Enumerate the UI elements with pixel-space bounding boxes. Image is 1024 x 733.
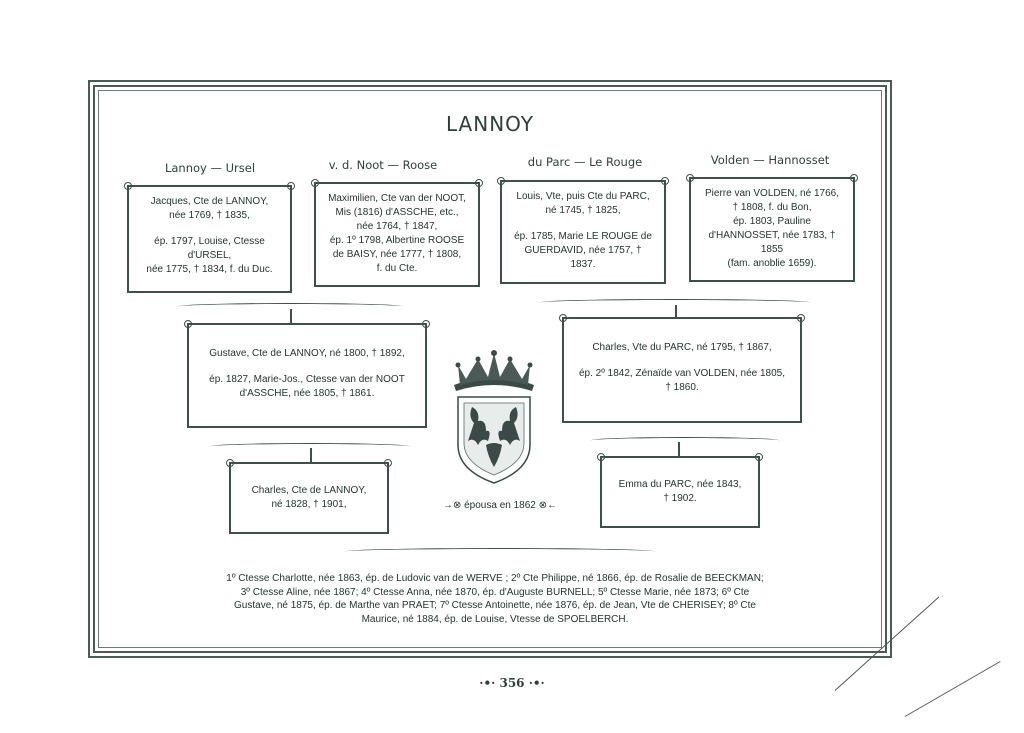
parents-lannoy-noot xyxy=(187,323,427,428)
grandparents-line: d'HANNOSSET, née 1783, † 1855 xyxy=(708,230,836,255)
grandparents-line: GUERDAVID, née 1757, † 1837. xyxy=(524,245,642,270)
husband-line: Charles, Cte de LANNOY, xyxy=(251,485,367,496)
coat-of-arms xyxy=(444,345,544,485)
grandparents-line: de BAISY, née 1777, † 1808, xyxy=(332,249,462,260)
grandparents-spacer xyxy=(512,218,654,230)
grandparents-line: (fam. anoblie 1659). xyxy=(727,258,817,269)
ornament-icon: ·•· xyxy=(479,676,500,690)
grandparents-lannoy-ursel xyxy=(127,185,292,293)
grandparents-line: ép. 1785, Marie LE ROUGE de xyxy=(514,231,652,242)
parents-spacer xyxy=(574,355,790,367)
husband-line: né 1828, † 1901, xyxy=(271,499,347,510)
wife-line: Emma du PARC, née 1843, xyxy=(618,479,742,490)
connector-line xyxy=(675,305,677,317)
column-heading-volden-hannosset: Volden — Hannosset xyxy=(710,153,830,167)
husband-box xyxy=(229,462,389,534)
grandparents-line: née 1775, † 1834, f. du Duc. xyxy=(146,264,273,275)
grandparents-line: Louis, Vte, puis Cte du PARC, xyxy=(516,191,650,202)
parents-parc-volden xyxy=(562,317,802,423)
wife-line: † 1902. xyxy=(663,493,697,504)
grandparents-line: Pierre van VOLDEN, né 1766, xyxy=(705,188,839,199)
connector-line xyxy=(678,442,680,456)
married-text: épousa en 1862 xyxy=(464,500,536,511)
parents-spacer xyxy=(199,361,415,373)
grandparents-line: née 1764, † 1847, xyxy=(356,221,438,232)
ornament-icon: →⊗ xyxy=(442,500,465,511)
grandparents-line: ép. 1º 1798, Albertine ROOSE xyxy=(329,235,465,246)
parents-line: Charles, Vte du PARC, né 1795, † 1867, xyxy=(592,342,772,353)
grandparents-line: né 1745, † 1825, xyxy=(545,205,621,216)
page-number xyxy=(462,676,562,690)
grandparents-parc-rouge xyxy=(500,180,666,284)
parents-line: d'ASSCHE, née 1805, † 1861. xyxy=(239,388,375,399)
parents-line: † 1860. xyxy=(665,382,699,393)
wife-box xyxy=(600,456,760,528)
connector-swash xyxy=(590,437,780,444)
grandparents-line: ép. 1797, Louise, Ctesse d'URSEL, xyxy=(154,236,265,261)
children-divider xyxy=(345,548,655,555)
grandparents-noot-roose xyxy=(314,182,480,287)
grandparents-line: ép. 1803, Pauline xyxy=(733,216,811,227)
children-list: 1º Ctesse Charlotte, née 1863, ép. de Ludovic van de WERVE ; 2º Cte Philippe, né 1866, ép. de Rosalie de BEECKMAN; 3º Ctesse Aline, née 1867; 4º Ctesse Anna, née 1870, ép. d'Auguste BURNELL; 5º Ctesse Marie, née 1873; 6º Cte Gustave, né 1875, ép. de Marthe van PRAET; 7º Ctesse Antoinette, née 1876, ép. de Jean, Vte de CHERISEY; 8º Cte Maurice, né 1884, ép. de Louise, Vtesse de SPOELBERCH. xyxy=(226,573,764,625)
connector-line xyxy=(290,309,292,324)
fold-crease xyxy=(905,661,1001,717)
grandparents-line: f. du Cte. xyxy=(376,263,418,274)
grandparents-line: Jacques, Cte de LANNOY, xyxy=(150,196,269,207)
column-heading-noot-roose: v. d. Noot — Roose xyxy=(328,158,438,172)
grandparents-spacer xyxy=(139,223,280,235)
column-heading-lannoy-ursel: Lannoy — Ursel xyxy=(164,161,256,175)
ornament-icon: ⊗← xyxy=(535,500,558,511)
ornament-icon: ·•· xyxy=(524,676,545,690)
grandparents-line: née 1769, † 1835, xyxy=(169,210,250,221)
grandparents-volden-hannosset xyxy=(689,177,855,282)
grandparents-line: Mis (1816) d'ASSCHE, etc., xyxy=(335,207,459,218)
married-note xyxy=(430,500,570,511)
connector-line xyxy=(310,448,312,462)
grandparents-line: Maximilien, Cte van der NOOT, xyxy=(328,193,466,204)
grandparents-line: † 1808, f. du Bon, xyxy=(732,202,812,213)
parents-line: ép. 2º 1842, Zénaïde van VOLDEN, née 1805, xyxy=(578,368,785,379)
parents-line: Gustave, Cte de LANNOY, né 1800, † 1892, xyxy=(209,348,405,359)
page-title: LANNOY xyxy=(445,112,535,136)
parents-line: ép. 1827, Marie-Jos., Ctesse van der NOOT xyxy=(209,374,405,385)
column-heading-parc-rouge: du Parc — Le Rouge xyxy=(527,155,643,169)
page-number-value: 356 xyxy=(499,676,525,690)
